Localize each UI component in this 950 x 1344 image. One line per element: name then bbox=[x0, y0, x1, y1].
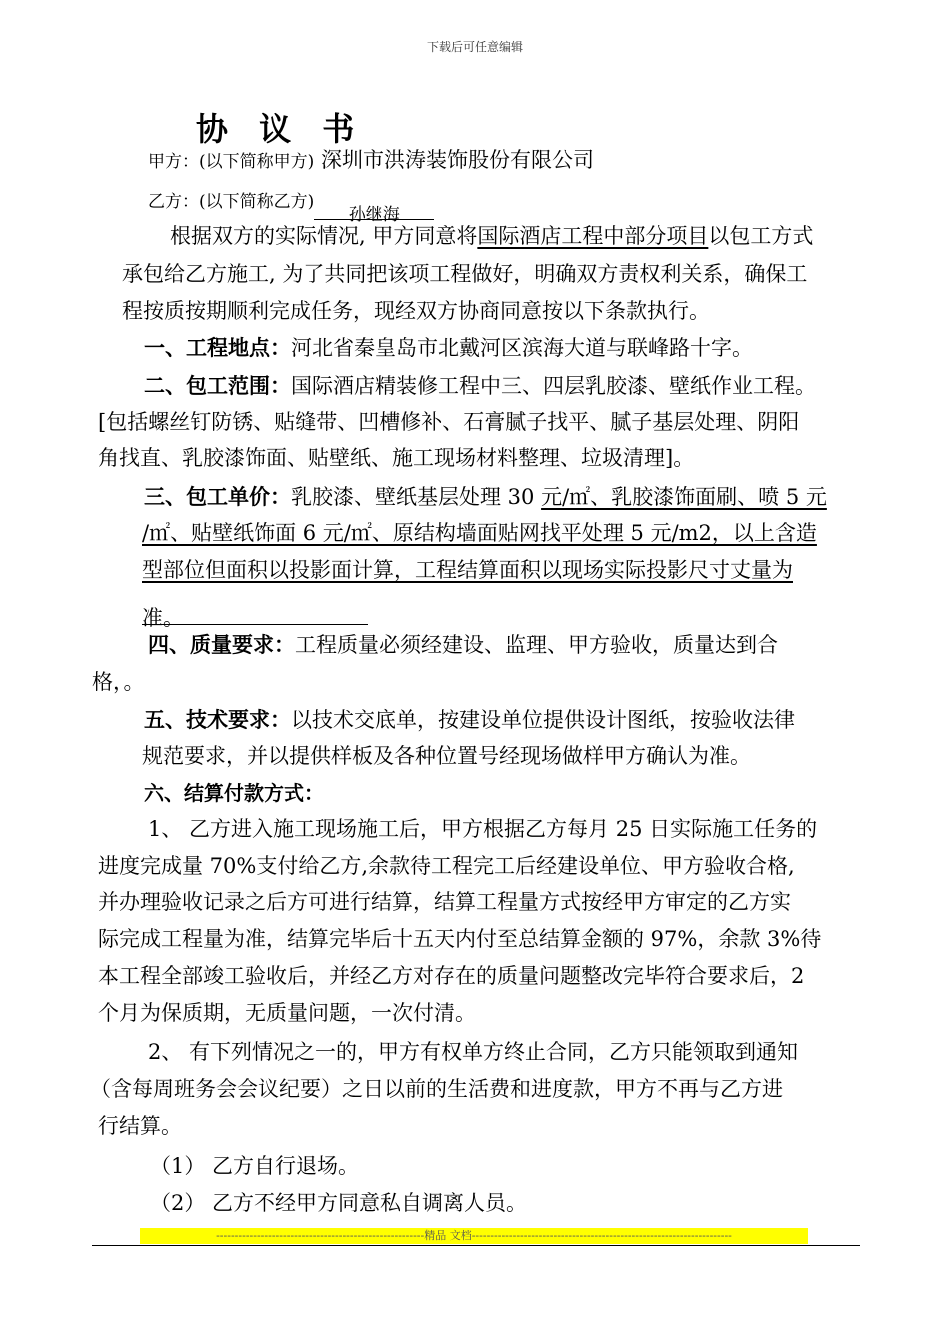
party-b-name-blank bbox=[314, 195, 434, 225]
party-a-label: 甲方：(以下简称甲方) bbox=[148, 152, 315, 172]
section-3-line-2: /㎡、贴壁纸饰面 6 元/㎡、原结构墙面贴网找平处理 5 元/m2，以上含造 bbox=[142, 521, 817, 545]
party-b-name: 孙继海 bbox=[348, 205, 400, 225]
section-6-heading: 六、结算付款方式： bbox=[144, 781, 324, 805]
section-4-heading: 四、质量要求： bbox=[148, 633, 295, 657]
section-1-text: 河北省秦皇岛市北戴河区滨海大道与联峰路十字。 bbox=[291, 336, 753, 360]
section-6-p1-line-5: 本工程全部竣工验收后，并经乙方对存在的质量问题整改完毕符合要求后，2 bbox=[98, 964, 805, 988]
intro-line-1 bbox=[170, 218, 813, 254]
section-6-item-2: （2） 乙方不经甲方同意私自调离人员。 bbox=[150, 1191, 528, 1215]
section-6-p1-line-4: 际完成工程量为准，结算完毕后十五天内付至总结算金额的 97%，余款 3%待 bbox=[98, 927, 822, 951]
section-5-text-1: 以技术交底单，按建设单位提供设计图纸，按验收法律 bbox=[291, 708, 795, 732]
section-2-line-1 bbox=[144, 368, 816, 404]
footer-dashes-left: -------------------------------------------------------- bbox=[216, 1229, 425, 1242]
project-name-underlined: 国际酒店工程中部分项目 bbox=[477, 224, 709, 248]
section-4-text-1: 工程质量必须经建设、监理、甲方验收，质量达到合 bbox=[295, 633, 778, 657]
intro-text-b: 以包工方式 bbox=[708, 224, 814, 248]
section-3-line-3: 型部位但面积以投影面计算，工程结算面积以现场实际投影尺寸丈量为 bbox=[142, 558, 793, 582]
footer-label: 精品 文档 bbox=[424, 1229, 472, 1242]
party-b-line bbox=[148, 182, 434, 225]
section-4-line-1 bbox=[148, 627, 778, 663]
section-3-text-underlined: 元/㎡、乳胶漆饰面刷、喷 5 元 bbox=[541, 485, 827, 509]
intro-line-3: 程按质按期顺利完成任务，现经双方协商同意按以下条款执行。 bbox=[122, 299, 710, 323]
section-3-line-4 bbox=[142, 589, 368, 630]
section-1-heading: 一、工程地点： bbox=[144, 336, 291, 360]
intro-line-2: 承包给乙方施工, 为了共同把该项工程做好，明确双方责权利关系，确保工 bbox=[122, 262, 808, 286]
section-6-item-1: （1） 乙方自行退场。 bbox=[150, 1154, 360, 1178]
footer-banner bbox=[140, 1228, 808, 1244]
section-3-text-a: 乳胶漆、壁纸基层处理 30 bbox=[291, 485, 542, 509]
section-5-line-2: 规范要求，并以提供样板及各种位置号经现场做样甲方确认为准。 bbox=[142, 744, 751, 768]
section-6-p1-line-6: 个月为保质期，无质量问题，一次付清。 bbox=[98, 1001, 476, 1025]
footer-dashes-right: ---------------------------------------------------------------------- bbox=[471, 1229, 732, 1242]
section-6-p1-line-3: 并办理验收记录之后方可进行结算，结算工程量方式按经甲方审定的乙方实 bbox=[98, 890, 791, 914]
section-6-p2-line-2: （含每周班务会会议纪要）之日以前的生活费和进度款，甲方不再与乙方进 bbox=[90, 1077, 783, 1101]
section-3-heading: 三、包工单价： bbox=[144, 485, 291, 509]
section-2-line-3: 角找直、乳胶漆饰面、贴壁纸、施工现场材料整理、垃圾清理]。 bbox=[98, 446, 695, 470]
section-2-line-2: [包括螺丝钉防锈、贴缝带、凹槽修补、石膏腻子找平、腻子基层处理、阴阳 bbox=[98, 410, 800, 434]
section-5-line-1 bbox=[144, 702, 795, 738]
section-4-line-2: 格，。 bbox=[92, 670, 145, 694]
section-3-end-blank bbox=[142, 600, 368, 630]
section-5-heading: 五、技术要求： bbox=[144, 708, 291, 732]
section-6-p2-line-1: 2、 有下列情况之一的，甲方有权单方终止合同，乙方只能领取到通知 bbox=[148, 1040, 799, 1064]
section-3-text-end: 准。 bbox=[142, 606, 184, 630]
section-6-p2-line-3: 行结算。 bbox=[98, 1114, 182, 1138]
section-2-heading: 二、包工范围： bbox=[144, 374, 291, 398]
party-b-label: 乙方：(以下简称乙方) bbox=[148, 192, 315, 212]
party-a-line bbox=[148, 142, 594, 180]
section-6-p1-line-2: 进度完成量 70%支付给乙方,余款待工程完工后经建设单位、甲方验收合格, bbox=[98, 854, 795, 878]
section-6-p1-line-1: 1、 乙方进入施工现场施工后，甲方根据乙方每月 25 日实际施工任务的 bbox=[148, 817, 818, 841]
header-note: 下载后可任意编辑 bbox=[426, 40, 523, 54]
section-3-line-1 bbox=[144, 479, 827, 515]
section-1 bbox=[144, 330, 753, 366]
intro-text-a: 根据双方的实际情况, 甲方同意将 bbox=[170, 224, 478, 248]
footer-rule bbox=[92, 1245, 860, 1246]
section-2-text-1: 国际酒店精装修工程中三、四层乳胶漆、壁纸作业工程。 bbox=[291, 374, 816, 398]
party-a-name: 深圳市洪涛装饰股份有限公司 bbox=[320, 148, 594, 172]
document-title: 协 议 书 bbox=[196, 110, 365, 148]
